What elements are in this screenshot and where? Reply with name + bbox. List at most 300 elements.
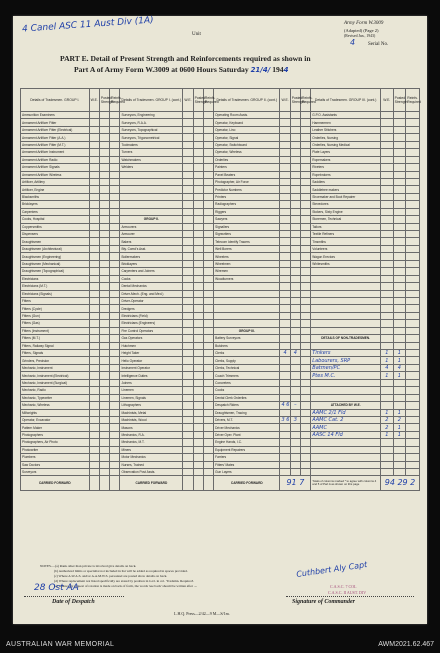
printer-mark: L.H.Q. Press—2/42—9 M—S/1m. [174,611,230,616]
reinf-cell [110,469,120,476]
table-row [21,275,420,282]
reinf-cell [301,305,311,312]
posted-cell [193,268,203,275]
posted-cell [193,320,203,327]
despatch-label: Date of Despatch [52,599,95,605]
reinf-cell [301,112,311,119]
posted-cell [99,141,109,148]
table-row [21,141,420,148]
trade-label: Photographer, Air Force [214,178,280,185]
posted-cell [290,335,300,342]
section-heading: ATTACHED BY W.E. [311,402,381,409]
table-row [21,439,420,446]
trade-label: Volunteers [311,245,381,252]
we-cell: 4 6 [281,402,290,409]
trade-label: Grinders, Precision [21,357,90,364]
trade-label: Electricians (Field) [120,312,183,319]
reinf-cell [110,461,120,468]
posted-cell [193,178,203,185]
trade-label [311,342,381,349]
we-cell [89,379,99,386]
reinf-cell [110,216,120,223]
posted-header: Posted Strength [99,89,109,112]
we-cell [381,223,394,230]
carried-forward-2: CARRIED FORWARD [120,476,183,491]
posted-cell [393,149,406,156]
trade-label: Printers [214,193,280,200]
reinf-cell [406,149,420,156]
posted-cell [290,201,300,208]
posted-cell [290,208,300,215]
reinf-cell [301,320,311,327]
we-cell [381,446,394,453]
trade-label: Operator, Lino [214,126,280,133]
posted-cell [99,208,109,215]
table-row [21,409,420,416]
posted-cell [99,112,109,119]
posted-cell: 1 [393,409,406,416]
reinf-cell [110,402,120,409]
reinf-cell [110,141,120,148]
we-cell [89,416,99,423]
reinf-cell [406,357,420,364]
we-cell [183,446,193,453]
we-cell [381,379,394,386]
totals-row [21,476,420,491]
posted-cell [290,231,300,238]
trade-label: Engine Hands, I.C. [214,439,280,446]
reinf-cell [301,454,311,461]
trade-label: Helio Operator [120,357,183,364]
posted-cell [393,223,406,230]
reinf-cell [406,431,420,438]
posted-cell [193,290,203,297]
table-row [21,372,420,379]
table-row [21,223,420,230]
trade-label: Coach Trimmers [214,372,280,379]
posted-cell [393,402,406,409]
reinf-cell [110,260,120,267]
table-row [21,387,420,394]
we-cell [183,372,193,379]
posted-cell [99,253,109,260]
posted-cell [193,238,203,245]
reinf-cell [406,454,420,461]
posted-cell [393,461,406,468]
we-cell [183,164,193,171]
reinf-cell [203,126,213,133]
reinf-cell [301,290,311,297]
we-cell [183,238,193,245]
posted-cell [290,305,300,312]
trade-label: Cooks [120,275,183,282]
reinf-cell [406,275,420,282]
reinf-cell [110,312,120,319]
reinf-cell [110,178,120,185]
reinf-cell [110,305,120,312]
table-row [21,312,420,319]
trade-label: Bty. Comd's Asst. [120,245,183,252]
reinf-cell [301,469,311,476]
trade-label: Lithographers [120,402,183,409]
reinf-cell [406,231,420,238]
reinf-cell [301,409,311,416]
trade-label: Artificer, Engine [21,186,90,193]
posted-cell [193,416,203,423]
posted-cell [193,193,203,200]
we-cell [89,216,99,223]
we-cell [89,171,99,178]
we-cell [183,424,193,431]
we-cell: 1 [381,350,394,357]
trade-label: Fitters [21,297,90,304]
posted-cell [393,186,406,193]
trade-label: Concreters [214,379,280,386]
we-cell [89,350,99,357]
posted-header: Posted Strength [393,89,406,112]
reinf-header: Reinfs. Required [301,89,311,112]
reinf-cell [110,164,120,171]
reinf-cell [406,290,420,297]
trade-label: Machinists, Metal [120,409,183,416]
we-cell [381,164,394,171]
section-heading: GROUP II. [120,216,183,223]
reinf-cell [203,431,213,438]
posted-cell [193,312,203,319]
col1-header: Details of Tradesmen. GROUP I. [21,89,90,112]
posted-cell [290,424,300,431]
trade-label [311,297,381,304]
posted-cell [99,409,109,416]
posted-cell [393,312,406,319]
we-cell [89,320,99,327]
posted-cell [393,283,406,290]
trade-label: Shoemaker and Boot Repairer [311,193,381,200]
trade-label: Armament Artificer Signals [21,164,90,171]
trade-label: Gun Layers [214,469,280,476]
posted-cell [193,186,203,193]
cell [110,476,120,491]
reinf-cell [406,305,420,312]
reinf-cell [203,186,213,193]
signature-line [286,596,414,597]
table-row [21,253,420,260]
reinf-cell [110,379,120,386]
trade-label [214,290,280,297]
trade-label [311,312,381,319]
trade-label: Storemen, Technical [311,216,381,223]
reinf-cell [110,112,120,119]
trade-label: Blacksmiths [21,193,90,200]
posted-cell [393,320,406,327]
table-row [21,320,420,327]
posted-cell [99,439,109,446]
we-cell [280,357,290,364]
reinf-cell [110,290,120,297]
reinf-cell [301,461,311,468]
we-cell [381,335,394,342]
we-cell [381,193,394,200]
posted-cell [193,364,203,371]
trade-label [311,461,381,468]
trade-label: Leather Stitchers [311,126,381,133]
posted-cell [99,446,109,453]
we-cell [89,439,99,446]
trade-label [311,446,381,453]
trade-label: Armament Artificer Fitter (M.T.) [21,141,90,148]
reinf-cell [110,171,120,178]
trade-label: Photowriter [21,446,90,453]
trade-label: Masons [120,424,183,431]
reinf-cell [203,461,213,468]
reinf-cell [203,149,213,156]
reinf-cell [110,357,120,364]
we-cell [381,238,394,245]
trade-label: Instrument Operator [120,364,183,371]
reinf-cell [110,134,120,141]
reinf-cell [301,275,311,282]
table-row [21,350,420,357]
posted-cell [99,379,109,386]
posted-cell [290,357,300,364]
posted-cell [290,372,300,379]
we-cell [381,201,394,208]
we-cell [280,439,290,446]
reinf-cell [406,342,420,349]
posted-cell [99,260,109,267]
posted-cell [99,469,109,476]
note-0: NOTES.—(a) Rank other than private is involved give details on back. [40,564,137,568]
trade-label: Toolmakers [120,141,183,148]
trade-label: Driver Mechanics [214,424,280,431]
posted-cell: 1 [393,431,406,438]
we-cell [381,260,394,267]
we-cell [183,275,193,282]
handwritten-trade-name: AAMC 2/1 Fld [311,409,381,416]
posted-cell [193,327,203,334]
posted-cell [393,268,406,275]
posted-cell [193,134,203,141]
we-cell [280,454,290,461]
posted-cell [290,312,300,319]
reinf-cell [203,171,213,178]
cell [99,476,109,491]
trade-label: Fitters (Gas) [21,320,90,327]
trade-label: Fitters, Railway Signal [21,342,90,349]
posted-cell [99,283,109,290]
reinf-cell [301,350,311,357]
posted-cell [193,469,203,476]
signature-label: Signature of Commander [292,599,356,605]
trade-label: Welders [120,164,183,171]
trade-label: Textile Refiners [311,231,381,238]
carried-forward-1: CARRIED FORWARD [21,476,90,491]
posted-cell [393,290,406,297]
table-row [21,290,420,297]
posted-cell [193,387,203,394]
table-row [21,283,420,290]
posted-cell [193,201,203,208]
we-cell [89,126,99,133]
reinf-cell [301,216,311,223]
trade-label: Surveyors, Topographical [120,126,183,133]
we-cell [280,112,290,119]
reinf-cell [203,469,213,476]
trade-label: Signwriters [214,231,280,238]
reinf-cell [301,156,311,163]
trade-label: Draughtsmen (Architectural) [21,245,90,252]
trade-label: Stokers, Sixty Engine [311,208,381,215]
posted-cell [290,446,300,453]
trade-label: Mechanic, Instrument (Surgical) [21,379,90,386]
we-cell [183,149,193,156]
col2-header: Details of Tradesmen. GROUP I. (cont.) [120,89,183,112]
reinf-cell [203,416,213,423]
trade-label: Artificer, Artillery [21,178,90,185]
we-cell [280,149,290,156]
posted-cell [99,134,109,141]
posted-cell [99,424,109,431]
we-cell [89,283,99,290]
we-cell [89,424,99,431]
we-cell [280,178,290,185]
reinf-cell [203,394,213,401]
we-cell [89,186,99,193]
strength-table [20,88,420,491]
table-row [21,379,420,386]
trade-label: Orderlies [214,156,280,163]
handwritten-trade-name: Labourers, SRP [311,357,381,364]
trade-label: Predictor Numbers [214,186,280,193]
posted-cell [193,171,203,178]
we-cell [280,379,290,386]
table-row [21,431,420,438]
posted-cell [99,245,109,252]
reinf-cell [406,364,420,371]
posted-cell [290,126,300,133]
posted-cell [290,394,300,401]
reinf-cell [203,290,213,297]
we-cell [381,253,394,260]
posted-cell [290,164,300,171]
reinf-cell [203,357,213,364]
trade-label: Draughtsmen (Mechanical) [21,260,90,267]
table-row [21,402,420,409]
reinf-cell [301,312,311,319]
reinf-cell [203,305,213,312]
reinf-cell [406,350,420,357]
reinf-cell [406,208,420,215]
trade-label: Draughtsmen, Tracing [214,409,280,416]
trade-label: Linemen, Signals [120,394,183,401]
posted-header: Posted Strength [193,89,203,112]
reinf-cell [203,201,213,208]
reinf-cell [406,126,420,133]
we-cell [381,283,394,290]
trade-label: Photographers [21,431,90,438]
reinf-cell [301,164,311,171]
we-cell [183,297,193,304]
reinf-cell [110,126,120,133]
posted-cell [393,469,406,476]
trade-label: Surveyors, Trigonometrical [120,134,183,141]
posted-cell [193,305,203,312]
reinf-cell [301,231,311,238]
reinf-cell [301,439,311,446]
reinf-header: Reinfs. Required [110,89,120,112]
cell [183,476,193,491]
reinf-cell [110,446,120,453]
trade-label: Dredgers [120,305,183,312]
trade-label: Coppersmiths [21,223,90,230]
reinf-cell [406,156,420,163]
heading-line2-text: Part A of Army Form W.3009 at 0600 Hours Saturday [74,65,249,74]
heading-year-handwritten: 4 [283,66,289,74]
trade-label: Fitters (Gun) [21,312,90,319]
note-2: (c) Where A.W.A.S. and/or A.A.M.W.S. personnel are posted show details on back. [54,574,168,578]
we-cell [89,223,99,230]
reinf-cell [406,327,420,334]
we-cell [280,134,290,141]
posted-cell [393,305,406,312]
we-cell [280,461,290,468]
posted-cell [193,141,203,148]
we-cell [89,253,99,260]
reinf-cell [110,431,120,438]
reinf-cell [110,320,120,327]
table-row [21,171,420,178]
posted-cell [99,327,109,334]
reinf-cell [406,193,420,200]
trade-label: Sawyers [214,216,280,223]
reinf-cell [406,141,420,148]
trade-label: Armament Artificer Wireless [21,171,90,178]
reinf-cell [110,119,120,126]
trade-label: Machinists, Wood [120,416,183,423]
posted-cell [393,156,406,163]
we-cell [381,134,394,141]
we-cell [280,364,290,371]
posted-cell [193,439,203,446]
posted-cell [193,231,203,238]
we-cell [183,379,193,386]
posted-cell [193,297,203,304]
posted-cell [290,193,300,200]
stamp-line2: C.A.S.C. II AUST. DIV [328,590,367,595]
reinf-cell [301,364,311,371]
footer-bar [0,626,440,653]
posted-cell [290,253,300,260]
reinf-cell [301,253,311,260]
reinf-cell [301,394,311,401]
we-cell [280,446,290,453]
we-cell [280,305,290,312]
reinf-cell [301,260,311,267]
table-row [21,119,420,126]
we-cell [183,335,193,342]
trade-label: Operator, Signal [214,134,280,141]
reinf-cell [203,387,213,394]
posted-cell [290,186,300,193]
we-cell [183,394,193,401]
trade-label: Battery Surveyors [214,335,280,342]
reinf-cell [203,238,213,245]
reinf-cell [406,260,420,267]
trade-label [311,387,381,394]
reinf-cell [301,134,311,141]
reinf-cell [203,245,213,252]
posted-cell [99,350,109,357]
